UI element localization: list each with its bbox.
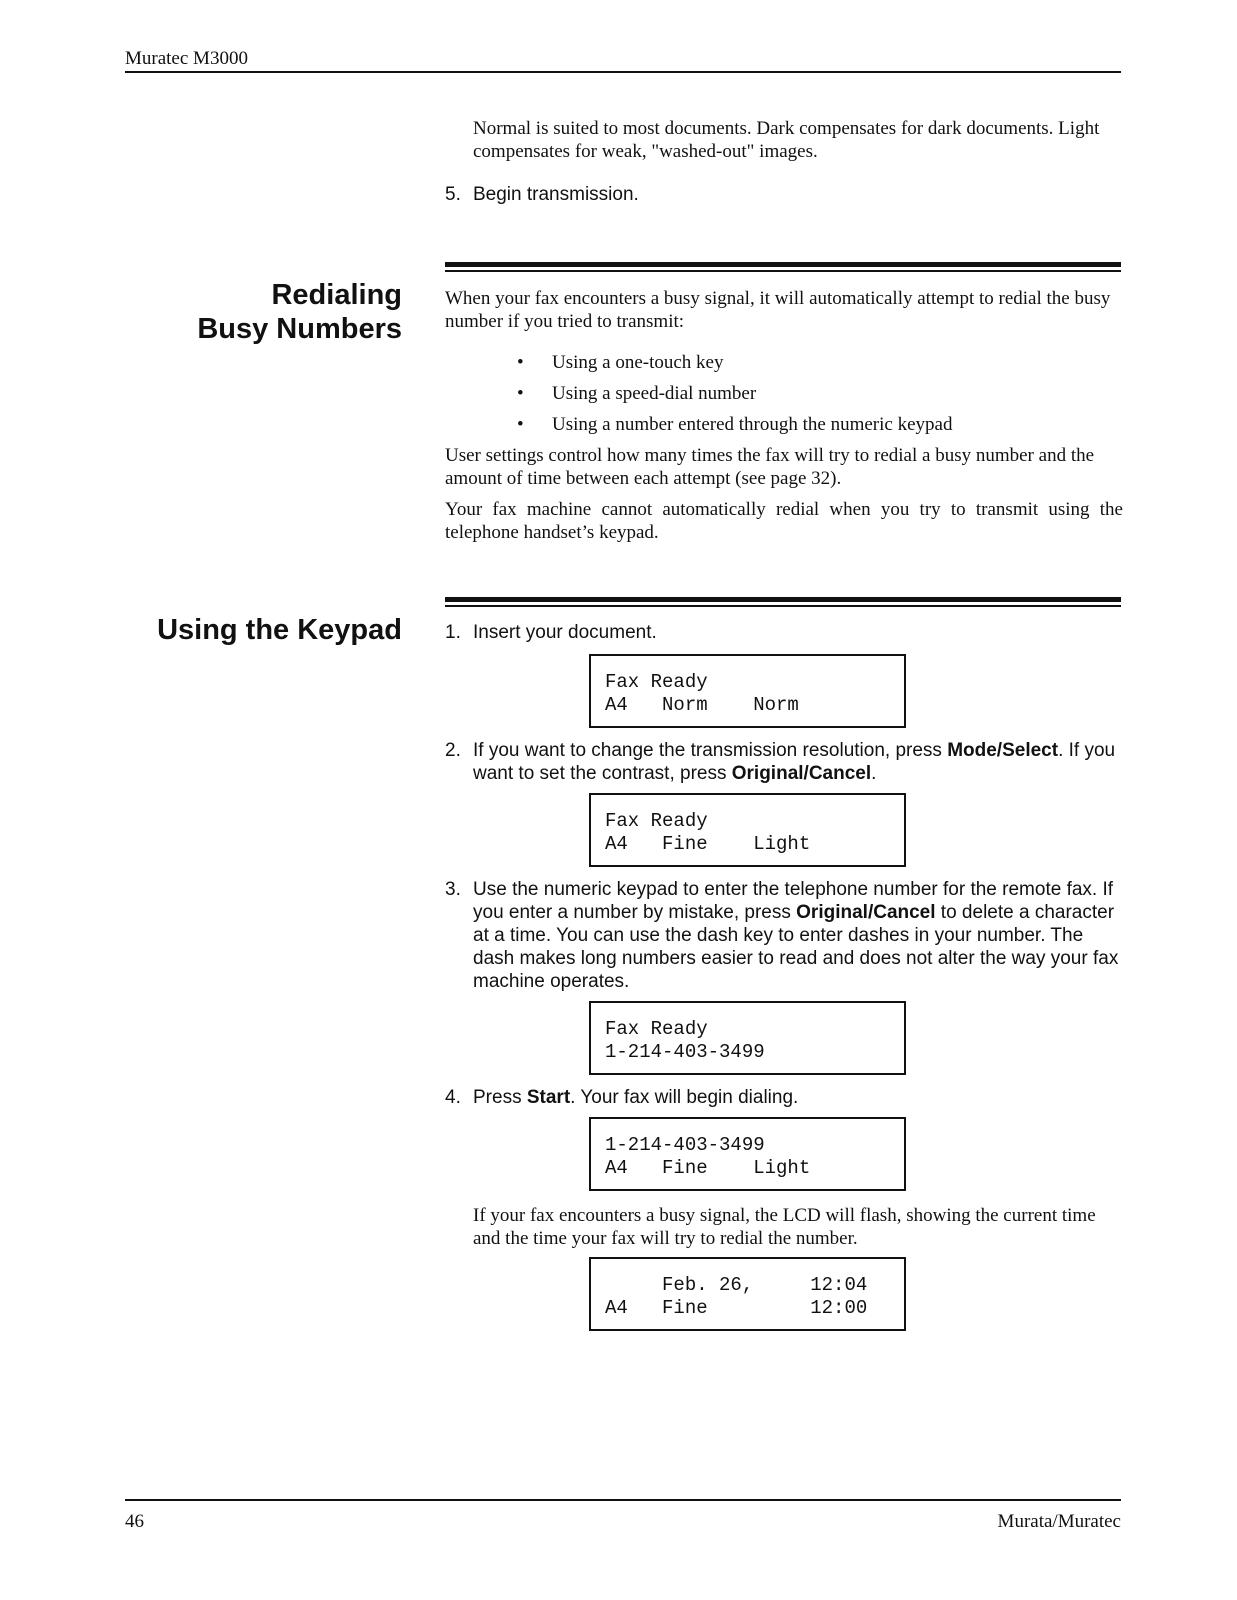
lcd-line-2: A4 Norm Norm: [605, 694, 799, 716]
lcd-line-2: A4 Fine Light: [605, 833, 811, 855]
section-heading-redialing: [197, 278, 402, 346]
step-text-part: If you want to change the transmission resolution, press: [473, 740, 948, 761]
busy-note-paragraph: If your fax encounters a busy signal, the LCD will flash, showing the current time and the time your fax will try to redial the number.: [473, 1205, 1096, 1249]
lcd-line-1: Feb. 26, 12:04: [605, 1274, 868, 1296]
step-text: [473, 878, 1121, 993]
bullet-text: Using a speed-dial number: [552, 383, 757, 404]
lcd-line-1: Fax Ready: [605, 671, 708, 693]
lcd-line-2: 1-214-403-3499: [605, 1041, 765, 1063]
key-label-mode-select: Mode/Select: [947, 740, 1059, 761]
step-text-part: to delete a character at a time. You can use the dash key to enter dashes in your number. The dash makes long numbers easier to read and does not alter the way your fax machine operates.: [473, 902, 1119, 992]
lcd-display: [589, 1117, 906, 1191]
section-rule-keypad-top: [445, 597, 1121, 602]
step-text: [473, 1086, 1121, 1109]
redialing-handset-paragraph: Your fax machine cannot automatically redial when you try to transmit using the telephone handset’s keypad.: [445, 499, 1123, 543]
step-text-part: Use the numeric keypad to enter the telephone number for the remote fax. If you enter a number by mistake, press: [473, 879, 1114, 923]
section-rule-redialing-bottom: [445, 270, 1121, 272]
section-rule-keypad-bottom: [445, 605, 1121, 607]
heading-line-2: Busy Numbers: [197, 313, 402, 345]
step-text: Insert your document.: [473, 622, 657, 643]
lcd-line-1: Fax Ready: [605, 810, 708, 832]
lcd-display: [589, 1257, 906, 1331]
lcd-display: [589, 1001, 906, 1075]
section-rule-redialing-top: [445, 262, 1121, 267]
section-heading-keypad: Using the Keypad: [157, 614, 402, 646]
step-text-part: . Your fax will begin dialing.: [570, 1087, 799, 1108]
step-number: 5.: [445, 184, 461, 205]
step-text-part: . If you want to set the contrast, press: [473, 740, 1116, 784]
bullet-icon: •: [517, 383, 524, 404]
step-number: 2.: [445, 740, 461, 761]
key-label-original-cancel: Original/Cancel: [731, 763, 872, 784]
step-text-part: .: [871, 763, 877, 784]
step-text: [473, 739, 1121, 785]
lcd-display: [589, 654, 906, 728]
redialing-intro: When your fax encounters a busy signal, it will automatically attempt to redial the busy number if you tried to transmit:: [445, 288, 1111, 332]
footer-publisher: Murata/Muratec: [997, 1511, 1121, 1532]
lcd-line-1: 1-214-403-3499: [605, 1134, 765, 1156]
header-rule: [125, 71, 1121, 73]
step-number: 4.: [445, 1087, 461, 1108]
bullet-text: Using a number entered through the numeric keypad: [552, 414, 953, 435]
heading-line-1: Redialing: [271, 279, 402, 311]
bullet-icon: •: [517, 352, 524, 373]
page-number: 46: [125, 1511, 144, 1532]
intro-paragraph: Normal is suited to most documents. Dark compensates for dark documents. Light compensates for weak, "washed-out" images.: [473, 118, 1100, 162]
step-number: 1.: [445, 622, 461, 643]
bullet-icon: •: [517, 414, 524, 435]
step-number: 3.: [445, 879, 461, 900]
bullet-text: Using a one-touch key: [552, 352, 724, 373]
running-header: [125, 47, 248, 70]
lcd-line-1: Fax Ready: [605, 1018, 708, 1040]
footer-rule: [125, 1499, 1121, 1501]
redialing-settings-paragraph: User settings control how many times the fax will try to redial a busy number and the amount of time between each attempt (see page 32).: [445, 445, 1095, 489]
lcd-display: [589, 793, 906, 867]
step-text-part: Press: [473, 1087, 527, 1108]
key-label-original-cancel: Original/Cancel: [796, 902, 936, 923]
lcd-line-2: A4 Fine Light: [605, 1157, 811, 1179]
step-text: Begin transmission.: [473, 184, 639, 205]
key-label-start: Start: [526, 1087, 571, 1108]
lcd-line-2: A4 Fine 12:00: [605, 1297, 868, 1319]
running-title: Muratec M3000: [125, 48, 248, 69]
